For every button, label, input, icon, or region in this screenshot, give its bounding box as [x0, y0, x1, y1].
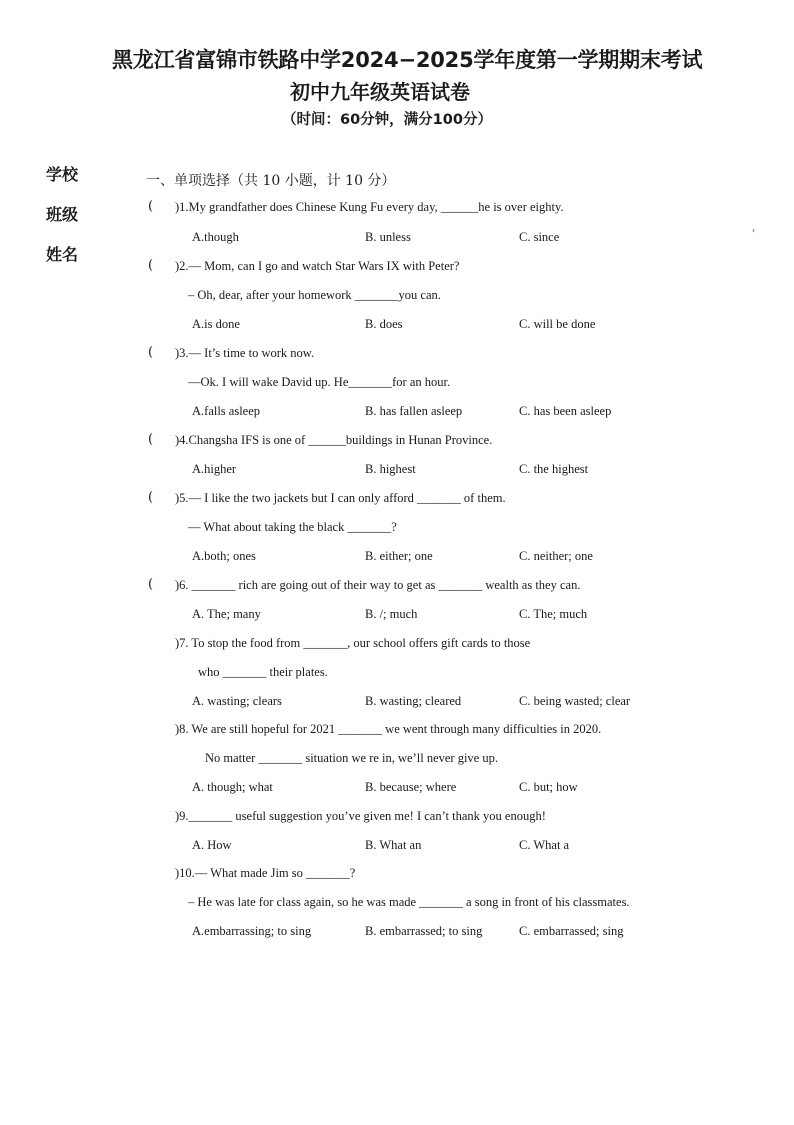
question-9-option-a: A. How [192, 838, 232, 852]
question-2-option-b: B. does [365, 317, 403, 331]
question-3-option-c: C. has been asleep [519, 404, 612, 418]
question-8-option-c: C. but; how [519, 780, 578, 794]
question-6-option-b: B. /; much [365, 607, 418, 621]
question-9-option-c: C. What a [519, 838, 570, 852]
question-6-option-a: A. The; many [192, 607, 261, 621]
question-3-option-a: A.falls asleep [192, 404, 261, 418]
question-5-reply: — What about taking the black _______? [188, 520, 397, 534]
answer-paren: ( [148, 432, 154, 447]
question-8-stem: )8. We are still hopeful for 2021 _______ we went through many difficulties in 2020. [175, 722, 602, 736]
question-2-reply: – Oh, dear, after your homework _______you can. [188, 288, 441, 302]
question-7-option-a: A. wasting; clears [192, 694, 282, 708]
question-5-stem: )5.— I like the two jackets but I can only afford _______ of them. [175, 491, 506, 505]
question-8-option-b: B. because; where [365, 780, 457, 794]
question-4-stem: )4.Changsha IFS is one of ______buildings in Hunan Province. [175, 433, 493, 447]
question-10-reply: – He was late for class again, so he was made _______ a song in front of his classmates. [188, 895, 630, 909]
answer-paren: ( [148, 199, 154, 214]
question-7-option-c: C. being wasted; clear [519, 694, 631, 708]
question-5-option-c: C. neither; one [519, 549, 593, 563]
question-4-option-a: A.higher [192, 462, 237, 476]
answer-paren: ( [148, 258, 154, 273]
question-7-continuation: who _______ their plates. [198, 665, 328, 679]
question-5-option-a: A.both; ones [192, 549, 256, 563]
question-8-continuation: No matter _______ situation we re in, we’ll never give up. [205, 751, 498, 765]
question-3-stem: )3.— It’s time to work now. [175, 346, 315, 360]
class-label: 班级 [46, 205, 79, 224]
scan-mark: ‹ [752, 226, 756, 235]
question-10-option-b: B. embarrassed; to sing [365, 924, 483, 938]
exam-info: （时间：60分钟，满分100分） [282, 112, 492, 128]
exam-title: 黑龙江省富锦市铁路中学2024−2025学年度第一学期期末考试 [112, 48, 703, 72]
question-3-option-b: B. has fallen asleep [365, 404, 463, 418]
question-1-stem: )1.My grandfather does Chinese Kung Fu every day, ______he is over eighty. [175, 200, 564, 214]
question-4-option-b: B. highest [365, 462, 416, 476]
question-10-option-c: C. embarrassed; sing [519, 924, 624, 938]
answer-paren: ( [148, 345, 154, 360]
question-1-option-b: B. unless [365, 230, 411, 244]
question-9-stem: )9._______ useful suggestion you’ve given me! I can’t thank you enough! [175, 809, 546, 823]
school-label: 学校 [46, 165, 79, 184]
question-10-option-a: A.embarrassing; to sing [192, 924, 312, 938]
question-2-stem: )2.— Mom, can I go and watch Star Wars IX with Peter? [175, 259, 460, 273]
question-9-option-b: B. What an [365, 838, 422, 852]
question-2-option-a: A.is done [192, 317, 240, 331]
question-8-option-a: A. though; what [192, 780, 273, 794]
question-2-option-c: C. will be done [519, 317, 596, 331]
question-6-option-c: C. The; much [519, 607, 588, 621]
question-6-stem: )6. _______ rich are going out of their way to get as _______ wealth as they can. [175, 578, 581, 592]
question-7-option-b: B. wasting; cleared [365, 694, 462, 708]
question-5-option-b: B. either; one [365, 549, 433, 563]
question-1-option-a: A.though [192, 230, 239, 244]
question-3-reply: —Ok. I will wake David up. He_______for an hour. [188, 375, 451, 389]
question-10-stem: )10.— What made Jim so _______? [175, 866, 356, 880]
answer-paren: ( [148, 490, 154, 505]
question-7-stem: )7. To stop the food from _______, our school offers gift cards to those [175, 636, 531, 650]
question-4-option-c: C. the highest [519, 462, 589, 476]
exam-subtitle: 初中九年级英语试卷 [290, 80, 470, 104]
question-1-option-c: C. since [519, 230, 560, 244]
name-label: 姓名 [46, 245, 79, 264]
section-title: 一、单项选择（共 10 小题，计 10 分） [146, 173, 396, 189]
answer-paren: ( [148, 577, 154, 592]
